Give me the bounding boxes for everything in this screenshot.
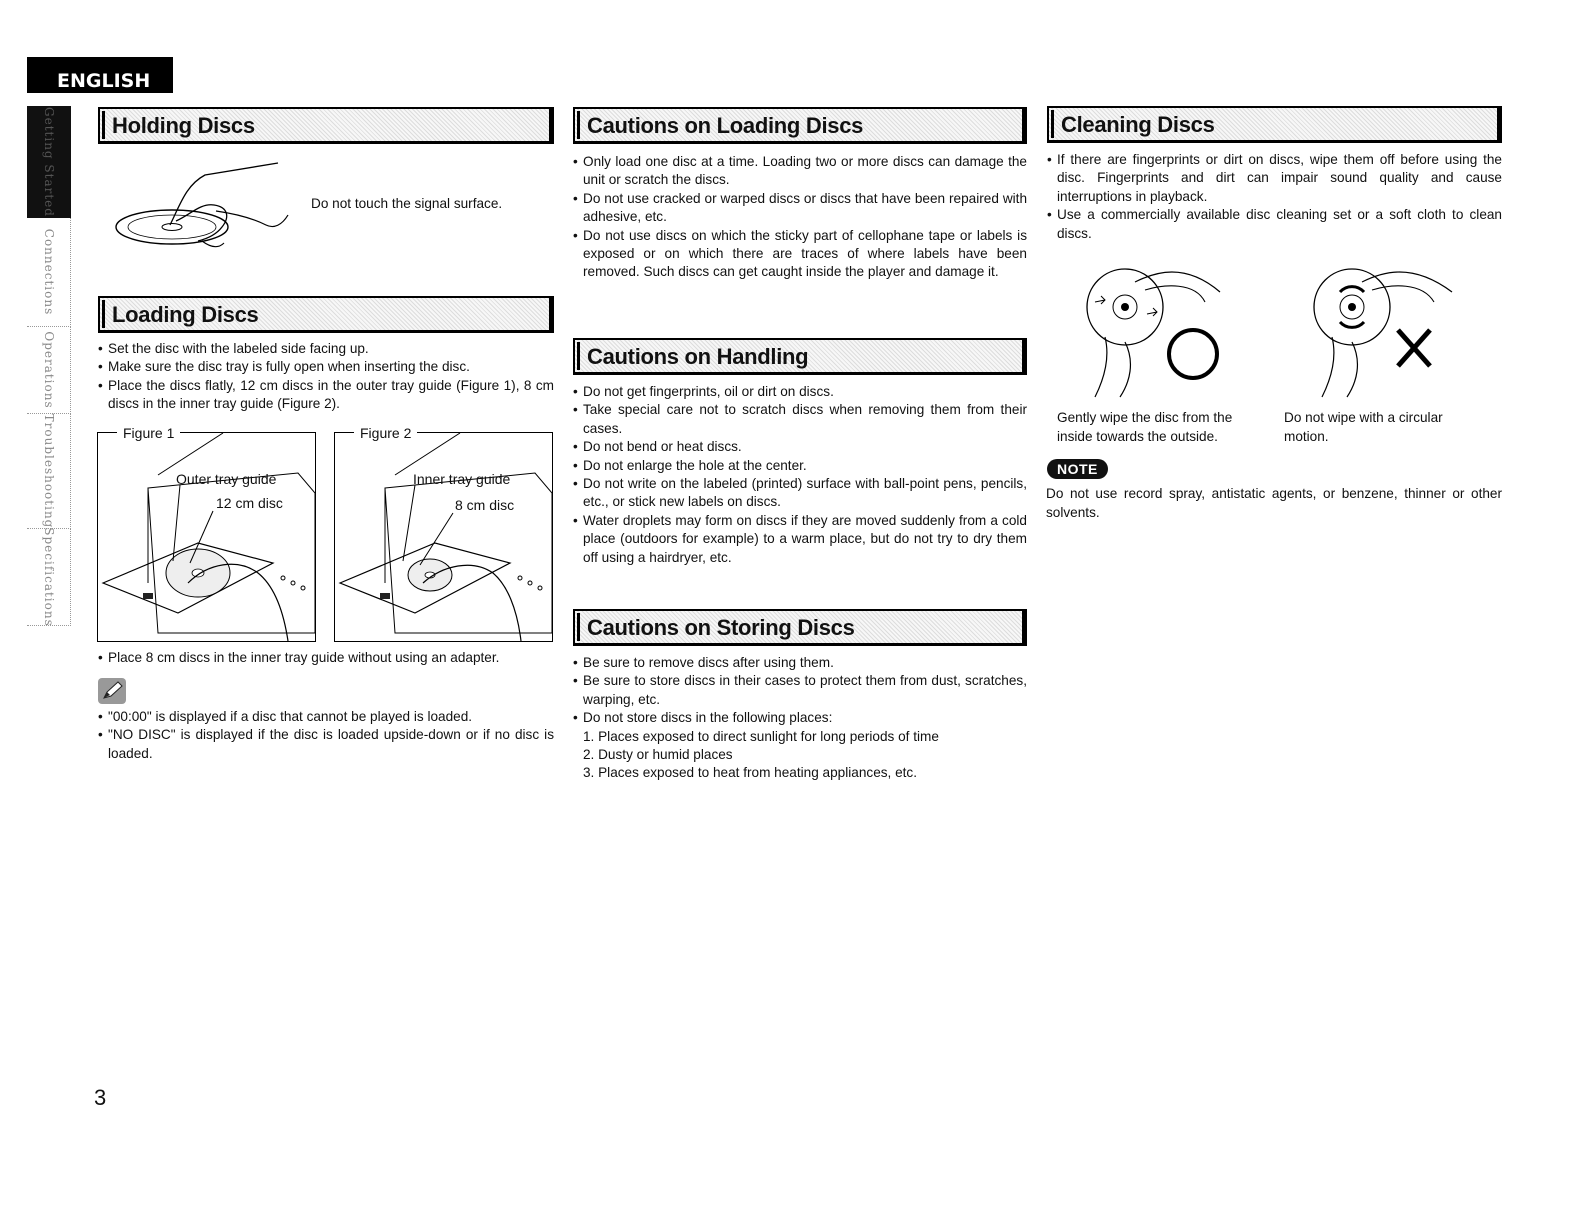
wipe-correct-illustration: [1075, 262, 1255, 402]
list-item: 3. Places exposed to heat from heating appliances, etc.: [583, 765, 918, 781]
list-item: • Set the disc with the labeled side facing up.: [98, 340, 554, 358]
list-item: • Be sure to remove discs after using them.: [573, 654, 1027, 672]
side-tab-getting-started[interactable]: Getting Started: [27, 106, 71, 218]
memo-bullets: [98, 708, 554, 763]
cautions-loading-section: [573, 107, 1027, 282]
side-tab-specifications[interactable]: Specifications: [27, 529, 71, 626]
language-tab: ENGLISH: [27, 57, 173, 93]
cleaning-heading: Cleaning Discs: [1047, 106, 1502, 143]
side-tab-connections[interactable]: Connections: [27, 218, 71, 327]
cautions-storing-section: [573, 609, 1027, 783]
wipe-incorrect-illustration: [1302, 262, 1482, 402]
memo-pencil-icon: [98, 678, 126, 704]
list-item: • "00:00" is displayed if a disc that cannot be played is loaded.: [98, 708, 554, 726]
figure-2: [334, 432, 553, 642]
loading-discs-heading: Loading Discs: [98, 296, 554, 333]
inner-tray-guide-label: Inner tray guide: [413, 471, 511, 487]
list-item: • Place the discs flatly, 12 cm discs in the outer tray guide (Figure 1), 8 cm discs in the inner tray guide (Figure 2).: [98, 377, 554, 414]
cautions-loading-bullets: [573, 153, 1027, 282]
cautions-handling-bullets: [573, 383, 1027, 567]
cautions-storing-bullets: [573, 654, 1027, 728]
list-item: 1. Places exposed to direct sunlight for long periods of time: [583, 728, 939, 744]
list-item: • Only load one disc at a time. Loading two or more discs can damage the unit or scratch the discs.: [573, 153, 1027, 190]
list-item: • Water droplets may form on discs if they are moved suddenly from a cold place (outdoors for example) to a warm place, but do not try to dry them off using a hairdryer, etc.: [573, 512, 1027, 567]
tray-outer-illustration: [98, 433, 315, 641]
cautions-storing-heading: Cautions on Storing Discs: [573, 609, 1027, 646]
figure-1-label: Figure 1: [117, 425, 180, 441]
side-tabs: [27, 106, 71, 626]
loading-bullets: [98, 340, 554, 414]
side-tab-troubleshooting[interactable]: Troubleshooting: [27, 414, 71, 529]
cautions-loading-heading: Cautions on Loading Discs: [573, 107, 1027, 144]
figure-2-label: Figure 2: [354, 425, 417, 441]
column-1: [98, 107, 554, 144]
disc-12cm-label: 12 cm disc: [216, 495, 283, 511]
list-item: • Place 8 cm discs in the inner tray guide without using an adapter.: [98, 649, 554, 667]
list-item: • Make sure the disc tray is fully open when inserting the disc.: [98, 358, 554, 376]
list-item: • "NO DISC" is displayed if the disc is loaded upside-down or if no disc is loaded.: [98, 726, 554, 763]
after-figure-bullets: [98, 649, 554, 667]
cleaning-section: [1047, 106, 1502, 243]
list-item: • Do not store discs in the following places:: [573, 709, 1027, 727]
holding-discs-heading: Holding Discs: [98, 107, 554, 144]
loading-discs-section: [98, 296, 554, 414]
side-tab-operations[interactable]: Operations: [27, 327, 71, 414]
cautions-handling-section: [573, 338, 1027, 567]
list-item: • Use a commercially available disc cleaning set or a soft cloth to clean discs.: [1047, 206, 1502, 243]
wipe-incorrect-caption: Do not wipe with a circular motion.: [1284, 410, 1443, 444]
list-item: • Take special care not to scratch discs when removing them from their cases.: [573, 401, 1027, 438]
page-number: 3: [94, 1085, 107, 1110]
list-item: • Do not get fingerprints, oil or dirt on discs.: [573, 383, 1027, 401]
list-item: • Do not use cracked or warped discs or discs that have been repaired with adhesive, etc.: [573, 190, 1027, 227]
disc-8cm-label: 8 cm disc: [455, 497, 515, 513]
holding-disc-illustration: [110, 155, 300, 255]
storing-places-list: [581, 728, 1027, 783]
list-item: • Do not write on the labeled (printed) surface with ball-point pens, pencils, etc., or stick new labels on discs.: [573, 475, 1027, 512]
figure-1: [97, 432, 316, 642]
outer-tray-guide-label: Outer tray guide: [176, 471, 277, 487]
note-badge: NOTE: [1047, 459, 1108, 479]
list-item: 2. Dusty or humid places: [583, 747, 733, 763]
list-item: • If there are fingerprints or dirt on discs, wipe them off before using the disc. Fingerprints and dirt can impair sound quality and cause interruptions in playback.: [1047, 151, 1502, 206]
cautions-handling-heading: Cautions on Handling: [573, 338, 1027, 375]
holding-caption: Do not touch the signal surface.: [311, 196, 503, 211]
note-text: Do not use record spray, antistatic agents, or benzene, thinner or other solvents.: [1046, 486, 1502, 520]
list-item: • Do not use discs on which the sticky part of cellophane tape or labels is exposed or on which there are traces of where labels have been removed. Such discs can get caught inside the player and damage it.: [573, 227, 1027, 282]
list-item: • Do not enlarge the hole at the center.: [573, 457, 1027, 475]
wipe-correct-caption: Gently wipe the disc from the inside towards the outside.: [1057, 410, 1233, 444]
list-item: • Do not bend or heat discs.: [573, 438, 1027, 456]
cleaning-bullets: [1047, 151, 1502, 243]
tray-inner-illustration: [335, 433, 552, 641]
list-item: • Be sure to store discs in their cases to protect them from dust, scratches, warping, etc.: [573, 672, 1027, 709]
